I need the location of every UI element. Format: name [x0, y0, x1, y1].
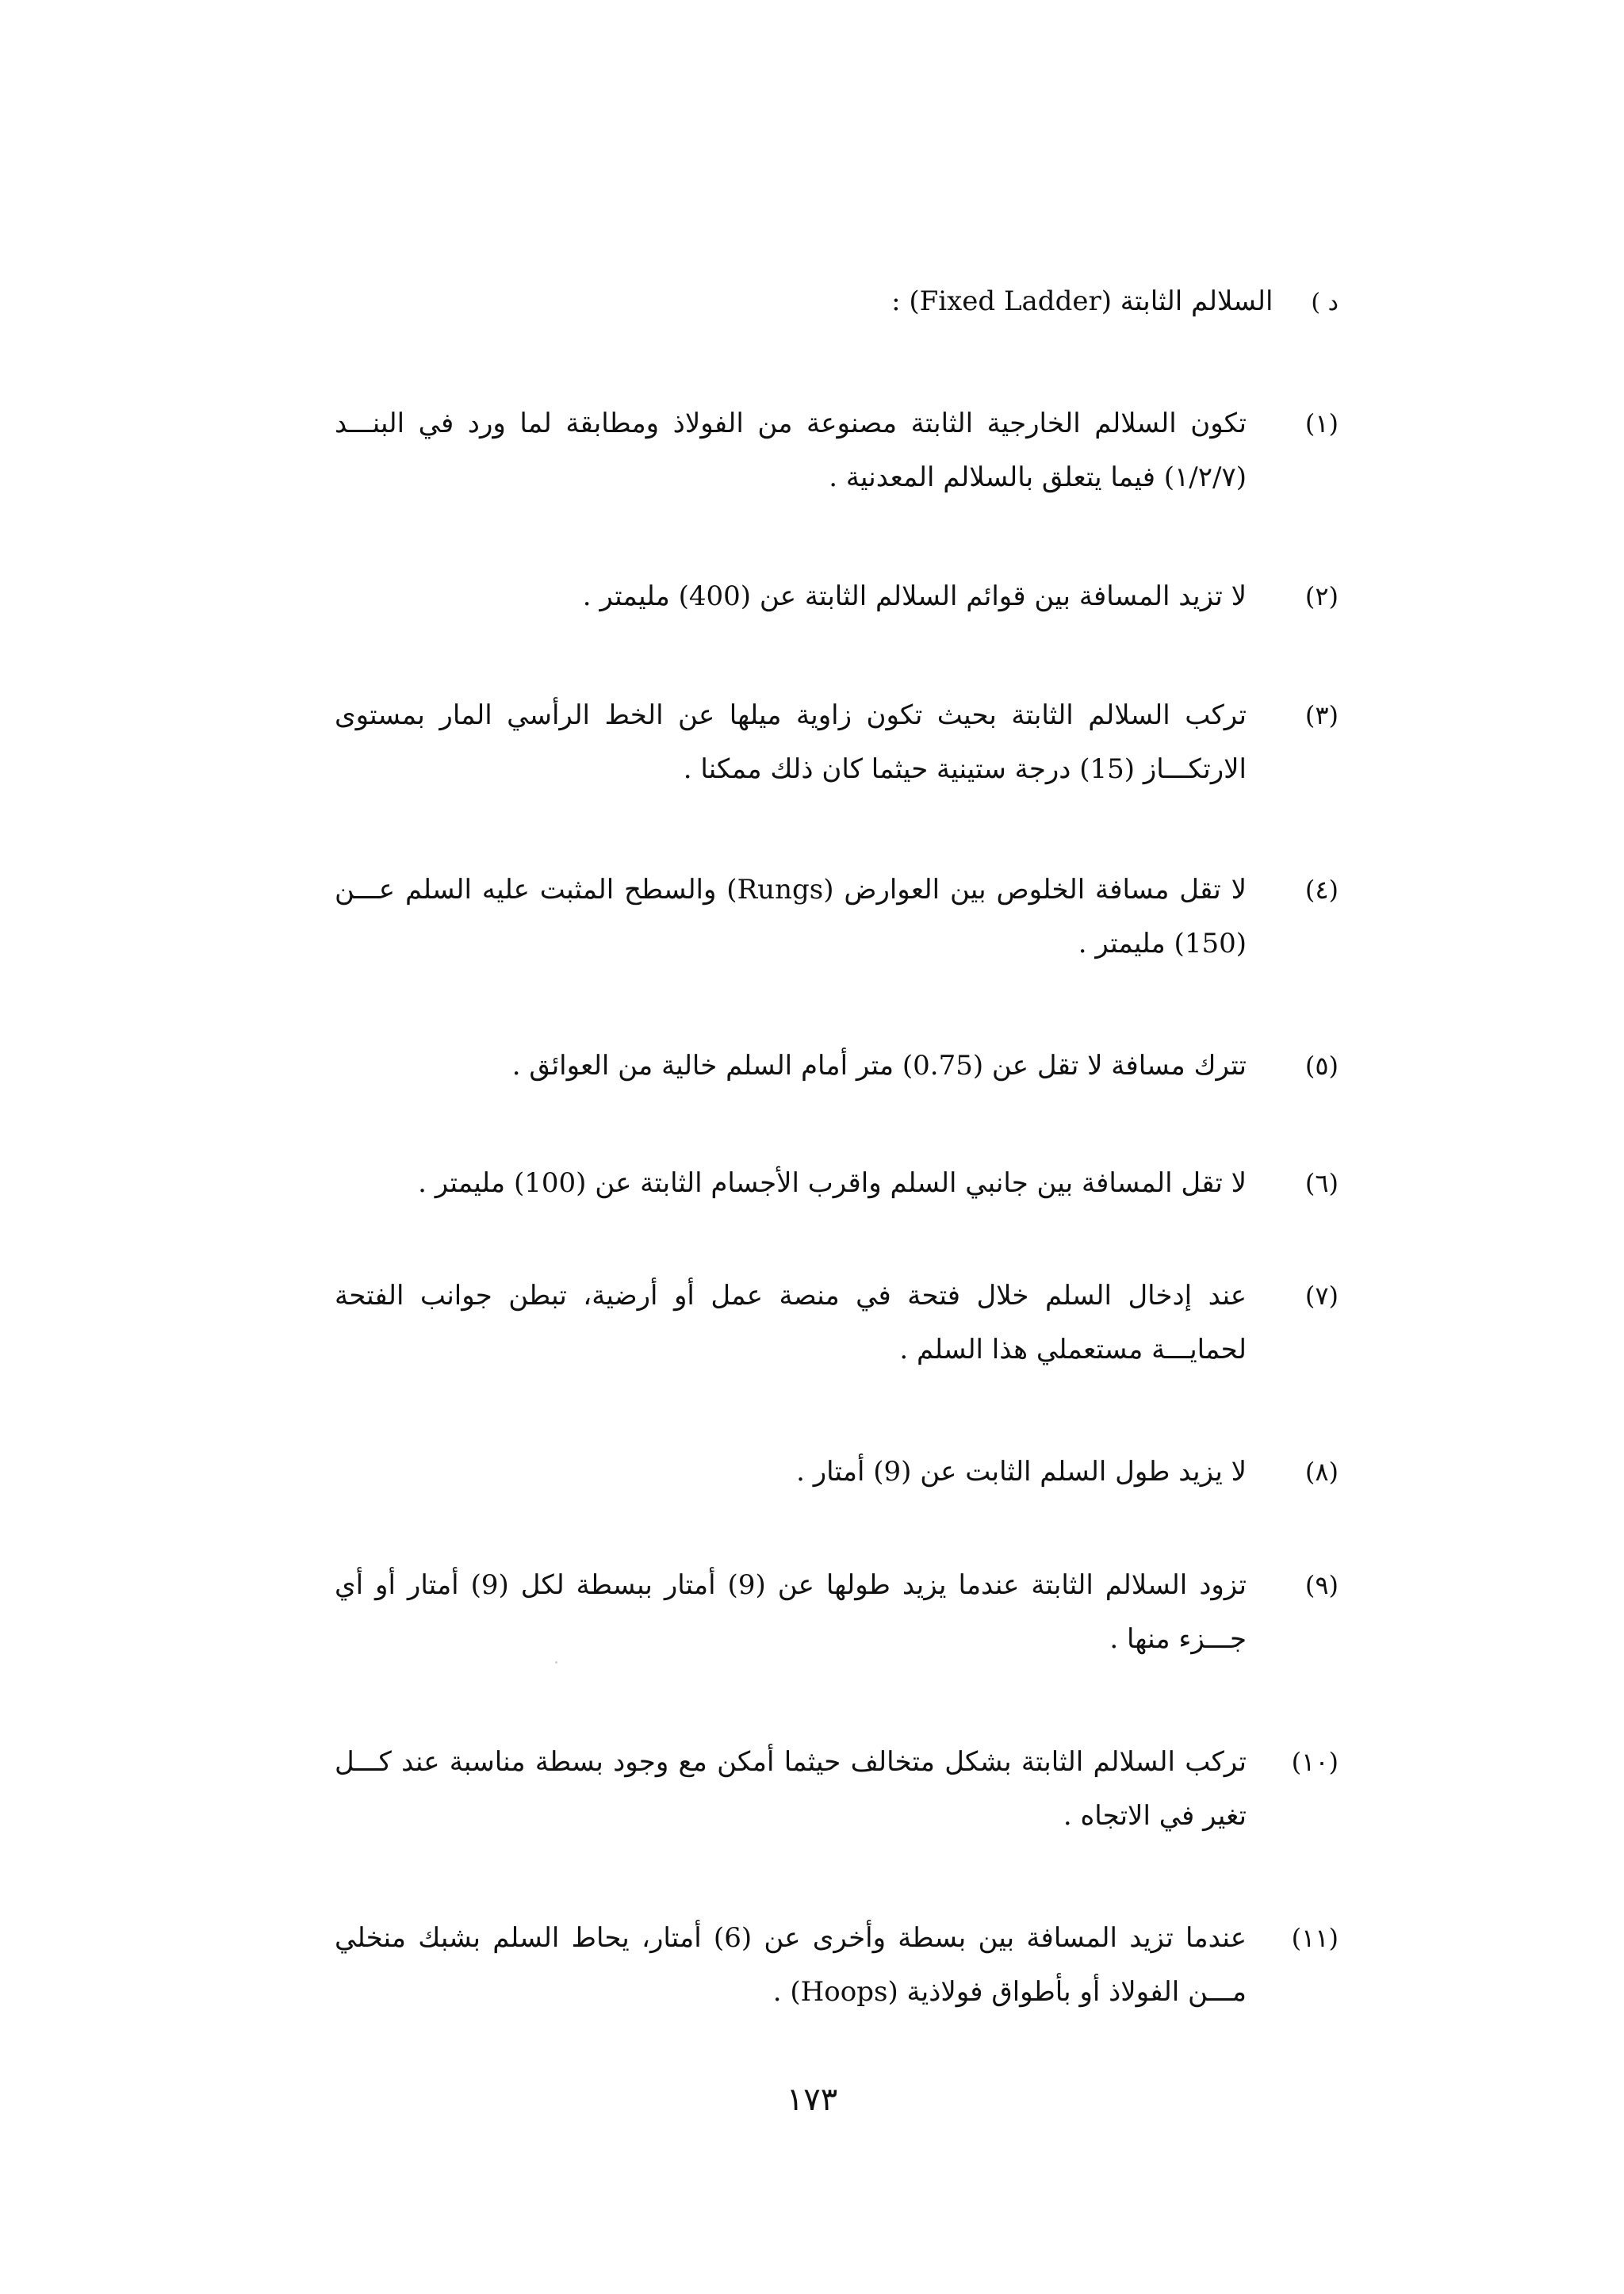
list-item-8: [335, 1445, 1339, 1499]
item-text: تكون السلالم الخارجية الثابتة مصنوعة من الفولاذ ومطابقة لما ورد في البنـــد (١/٢/٧) فيما يتعلق بالسلالم المعدنية .: [335, 408, 1247, 493]
item-number: (٨): [1304, 1457, 1339, 1487]
item-text: لا تقل مسافة الخلوص بين العوارض (Rungs) والسطح المثبت عليه السلم عـــن (150) مليمتر .: [335, 874, 1247, 959]
item-text: لا تزيد المسافة بين قوائم السلالم الثابتة عن (400) مليمتر .: [582, 580, 1247, 612]
item-text: تترك مسافة لا تقل عن (0.75) متر أمام السلم خالية من العوائق .: [511, 1050, 1247, 1082]
page-number: ١٧٣: [786, 2081, 838, 2118]
list-item-5: [335, 1039, 1339, 1093]
list-item-7: [335, 1269, 1339, 1377]
item-number: (١٠): [1291, 1747, 1339, 1777]
item-number: (٦): [1304, 1168, 1339, 1198]
item-number: (٧): [1304, 1281, 1339, 1311]
item-text: عندما تزيد المسافة بين بسطة وأخرى عن (6) أمتار، يحاط السلم بشبك منخلي مـــن الفولاذ أو بأطواق فولاذية (Hoops) .: [335, 1922, 1247, 2008]
item-number: (١): [1304, 408, 1339, 439]
item-text: تزود السلالم الثابتة عندما يزيد طولها عن (9) أمتار ببسطة لكل (9) أمتار أو أي جـــزء منها .: [335, 1569, 1247, 1655]
item-number: (٤): [1304, 875, 1339, 905]
section-heading: [891, 285, 1339, 317]
item-number: (٣): [1304, 700, 1339, 730]
scan-speck: [555, 1661, 557, 1664]
list-item-11: [335, 1911, 1339, 2019]
list-item-3: [335, 688, 1339, 796]
list-item-1: [335, 396, 1339, 504]
item-text: لا تقل المسافة بين جانبي السلم واقرب الأجسام الثابتة عن (100) مليمتر .: [418, 1167, 1247, 1199]
item-text: تركب السلالم الثابتة بحيث تكون زاوية ميلها عن الخط الرأسي المار بمستوى الارتكـــاز (15) درجة ستينية حيثما كان ذلك ممكنا .: [335, 699, 1247, 785]
section-marker: د ): [1311, 289, 1339, 316]
item-text: لا يزيد طول السلم الثابت عن (9) أمتار .: [796, 1456, 1247, 1488]
list-item-2: [335, 569, 1339, 623]
list-item-9: [335, 1558, 1339, 1666]
item-text: تركب السلالم الثابتة بشكل متخالف حيثما أمكن مع وجود بسطة مناسبة عند كـــل تغير في الاتجاه .: [335, 1746, 1247, 1832]
item-number: (١١): [1291, 1923, 1339, 1953]
list-item-6: [335, 1156, 1339, 1210]
item-number: (٥): [1304, 1051, 1339, 1081]
item-number: (٩): [1304, 1570, 1339, 1600]
list-item-10: [335, 1735, 1339, 1843]
item-text: عند إدخال السلم خلال فتحة في منصة عمل أو أرضية، تبطن جوانب الفتحة لحمايـــة مستعملي هذا السلم .: [335, 1280, 1247, 1365]
list-item-4: [335, 863, 1339, 971]
item-number: (٢): [1304, 581, 1339, 611]
section-title: السلالم الثابتة (Fixed Ladder) :: [891, 285, 1274, 317]
